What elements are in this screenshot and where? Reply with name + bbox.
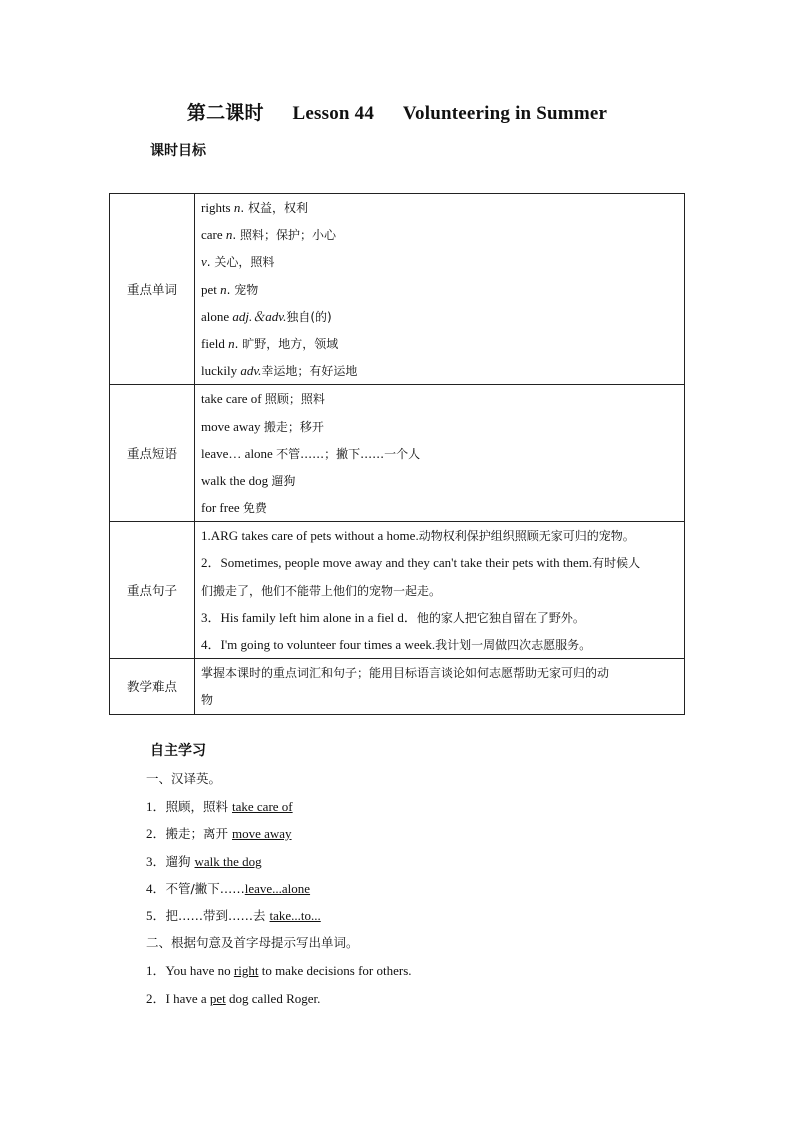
phrase-item: walk the dog 遛狗 bbox=[201, 472, 296, 488]
title-lesson-period: 第二课时 bbox=[186, 102, 264, 124]
part1-item: 3．遛狗 walk the dog bbox=[146, 854, 262, 869]
phrase-item: for free 免费 bbox=[201, 500, 267, 516]
phrase-item: take care of 照顾；照料 bbox=[201, 391, 325, 407]
word-item: luckily adv.幸运地；有好运地 bbox=[201, 363, 358, 379]
part1-item: 4．不管/撇下……leave...alone bbox=[146, 881, 311, 896]
difficulty-row bbox=[110, 659, 685, 714]
part1-item: 5．把……带到……去 take...to... bbox=[146, 908, 321, 923]
page-title bbox=[0, 98, 794, 125]
sentence-item: 3．His family left him alone in a fiel d．他的家人把它独自留在了野外。 bbox=[201, 609, 585, 625]
word-item: v. 关心，照料 bbox=[201, 254, 275, 270]
sentences-label: 重点句子 bbox=[110, 522, 195, 659]
word-item: field n. 旷野，地方，领域 bbox=[201, 335, 339, 351]
sentences-cell bbox=[195, 522, 685, 659]
word-item: care n. 照料；保护；小心 bbox=[201, 227, 337, 243]
phrase-item: leave… alone 不管……；撇下……一个人 bbox=[201, 445, 421, 461]
phrases-row bbox=[110, 385, 685, 522]
sentence-item: 2．Sometimes, people move away and they can't take their pets with them.有时候人 bbox=[201, 555, 641, 571]
word-item: alone adj.＆adv.独自(的) bbox=[201, 308, 332, 324]
part2-title: 二、根据句意及首字母提示写出单词。 bbox=[146, 935, 359, 950]
goals-table bbox=[109, 193, 685, 715]
difficulty-line: 掌握本课时的重点词汇和句子；能用目标语言谈论如何志愿帮助无家可归的动 bbox=[201, 666, 610, 681]
title-lesson-number: Lesson 44 bbox=[292, 103, 375, 124]
phrases-label: 重点短语 bbox=[110, 385, 195, 522]
difficulty-line: 物 bbox=[201, 693, 214, 708]
part1-item: 1．照顾，照料 take care of bbox=[146, 799, 293, 814]
phrase-item: move away 搬走；移开 bbox=[201, 418, 324, 434]
goals-heading: 课时目标 bbox=[150, 143, 206, 159]
words-row bbox=[110, 194, 685, 385]
self-study-heading: 自主学习 bbox=[150, 743, 206, 759]
word-item: pet n. 宠物 bbox=[201, 281, 259, 297]
part2-item: 1．You have no right to make decisions for others. bbox=[146, 963, 412, 978]
part1-title: 一、汉译英。 bbox=[146, 771, 222, 786]
sentences-row bbox=[110, 522, 685, 659]
part2-item: 2．I have a pet dog called Roger. bbox=[146, 991, 321, 1006]
sentence-item: 们搬走了，他们不能带上他们的宠物一起走。 bbox=[201, 583, 442, 598]
sentence-item: 1.ARG takes care of pets without a home.动物权利保护组织照顾无家可归的宠物。 bbox=[201, 528, 635, 544]
phrases-cell bbox=[195, 385, 685, 522]
difficulty-cell bbox=[195, 659, 685, 714]
part1-item: 2．搬走；离开 move away bbox=[146, 826, 292, 841]
title-topic: Volunteering in Summer bbox=[402, 103, 608, 124]
difficulty-label: 教学难点 bbox=[110, 659, 195, 714]
words-cell bbox=[195, 194, 685, 385]
words-label: 重点单词 bbox=[110, 194, 195, 385]
sentence-item: 4．I'm going to volunteer four times a week.我计划一周做四次志愿服务。 bbox=[201, 637, 592, 652]
word-item: rights n. 权益，权利 bbox=[201, 200, 309, 215]
